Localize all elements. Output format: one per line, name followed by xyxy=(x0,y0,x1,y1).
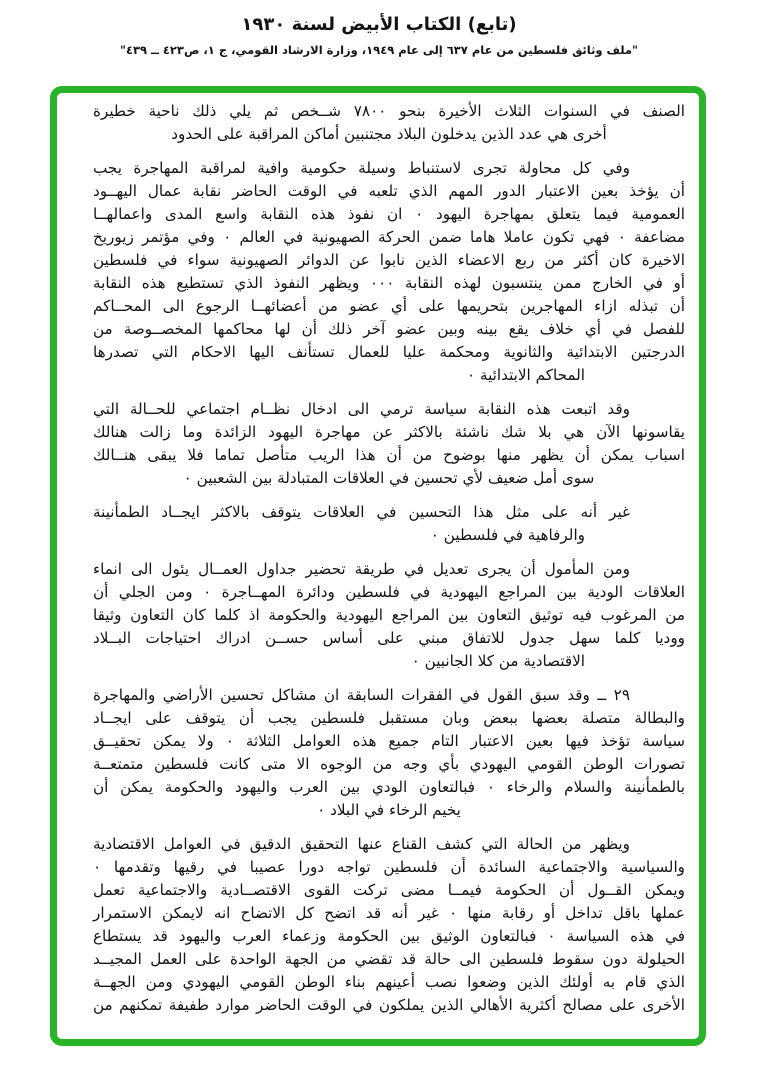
text-line: العمومية فيما يتعلق بمهاجرة اليهود ٠ ان نفوذ هذه النقابة واسع المدى واعمالهــا xyxy=(93,205,686,223)
text-line: يقاسونها الآن هي بلا شك ناشئة بالاكثر عن مهاجرة اليهود الزائدة وما زالت هنالك xyxy=(93,423,685,441)
text-line: عملها باقل تداخل أو رقابة منها ٠ غير أنه قد اتضح كل الاتضاح انه لايمكن الاستمرار xyxy=(93,904,685,922)
text-line: الاقتصادية من كلا الجانبين ٠ xyxy=(411,652,585,670)
text-line: سوى أمل ضعيف لأي تحسين في العلاقات المتبادلة بين الشعبين ٠ xyxy=(183,469,595,487)
page-title: (تابع) الكتاب الأبيض لسنة ١٩٣٠ xyxy=(241,14,517,35)
paragraph xyxy=(93,157,685,387)
text-line: ومن المأمول أن يجرى تعديل في طريقة تحضير جداول العمــال يئول الى انماء xyxy=(93,560,630,578)
paragraph xyxy=(93,501,685,547)
text-line: الذي قام به أولئك الذين وضعوا نصب أعينهم بناء الوطن القومي اليهودي ومن الجهــة xyxy=(93,973,685,991)
text-line: يخيم الرخاء في البلاد ٠ xyxy=(317,801,461,819)
text-line: وفي كل محاولة تجرى لاستنباط وسيلة حكومية وافية لمراقبة المهاجرة يجب xyxy=(93,159,630,177)
text-line: الأخرى على مصالح أكثرية الأهالي الذين يملكون في الوقت الحاضر موارد طفيفة تمكنهم من xyxy=(93,996,685,1014)
text-line: والبطالة متصلة بعضها ببعض وبان مستقبل فلسطين يجب أن يتوقف على ايجــاد xyxy=(93,709,685,727)
text-line: والسياسية والاجتماعية السائدة أن فلسطين تواجه دورا عصيبا في رقيها وتقدمها ٠ xyxy=(93,858,685,876)
text-line: الحيلولة دون سقوط فلسطين الى حالة قد تقضي من الجهة الواحدة على العمل المجيــد xyxy=(93,950,685,968)
text-line: ويمكن القــول أن الحكومة فيمــا مضى تركت القوى الاقتصــادية والاجتماعية تعمل xyxy=(93,881,685,899)
paragraph xyxy=(93,684,685,822)
text-line: والرفاهية في فلسطين ٠ xyxy=(430,526,585,544)
text-line: الصنف في السنوات الثلاث الأخيرة بنحو ٧٨٠٠ شــخص ثم يلي ذلك ناحية خطيرة xyxy=(93,102,685,120)
paragraph xyxy=(93,398,685,490)
text-line: للفصل في أي خلاف يقع بينه وبين عضو آخر ذلك أن لها محاكمها المخصــوصة من xyxy=(93,320,685,338)
document-header xyxy=(0,14,758,57)
text-line: من المرغوب فيه توثيق التعاون بين المراجع اليهودية والحكومة اذ كلما كان التعاون وثيقا xyxy=(93,606,685,624)
text-line: العلاقات الودية بين المراجع اليهودية في فلسطين ودائرة المهــاجرة ٠ ومن الجلي أن xyxy=(93,583,685,601)
text-line: مضاعفة ٠ فهي تكون عاملا هاما ضمن الحركة الصهيونية في العالم ٠ وفي مؤتمر زيوريخ xyxy=(93,228,685,246)
text-line: اسباب يمكن أن يظهر منها بوضوح من أن هذا الريب متأصل تماما فلا يبقى هنــالك xyxy=(93,446,685,464)
text-line: الاخيرة كان أكثر من ربع الاعضاء الذين نابوا عن الدوائر الصهيونية سواء في فلسطين xyxy=(93,251,685,269)
text-line: أو في الخارج ممن ينتسبون لهذه النقابة ٠٠٠ ويظهر النفوذ الذي تستطيع هذه النقابة xyxy=(93,274,686,292)
source-citation: "ملف وثائق فلسطين من عام ٦٣٧ إلى عام ١٩٤٩، وزارة الارشاد القومي، ج ١، ص٤٢٣ ــ ٤٣٩" xyxy=(119,43,639,57)
text-line: أن تبذله ازاء المهاجرين بتحريمها على أي عضو من أعضائهــا الرجوع الى المحــاكم xyxy=(93,297,685,315)
text-line: في هذه السياسة ٠ فبالتعاون الوثيق بين الحكومة وزعماء العرب واليهود قد يستطاع xyxy=(93,927,685,945)
text-line: غير أنه على مثل هذا التحسين في العلاقات يتوقف بالاكثر ايجــاد الطمأنينة xyxy=(93,503,630,521)
text-line: ووديا كلما سهل جدول للاتفاق مبني على أساس حســن ادراك احتياجات البــلاد xyxy=(93,629,685,647)
paragraph xyxy=(93,558,685,673)
text-line: تصورات الوطن القومي اليهودي بأي وجه من الوجوه الا متى كانت فلسطين متمتعــة xyxy=(93,755,685,773)
text-line: ٢٩ ــ وقد سبق القول في الفقرات السابقة ان مشاكل تحسين الأراضي والمهاجرة xyxy=(93,686,630,704)
text-line: أن يؤخذ بعين الاعتبار الدور المهم الذي تلعبه في الوقت الحاضر نقابة عمال اليهــود xyxy=(93,182,685,200)
text-line: الدرجتين الابتدائية والثانوية ومحكمة عليا للعمال تستأنف اليها الاحكام التي تصدرها xyxy=(93,343,685,361)
document-body xyxy=(93,100,685,1028)
paragraph xyxy=(93,100,685,146)
text-line: أخرى هي عدد الذين يدخلون البلاد مجتنبين أماكن المراقبة على الحدود xyxy=(171,125,607,143)
text-line: ويظهر من الحالة التي كشف القناع عنها التحقيق الدقيق في العوامل الاقتصادية xyxy=(93,835,630,853)
paragraph xyxy=(93,833,685,1017)
text-line: سياسة تؤخذ فيها بعين الاعتبار التام جميع هذه العوامل الثلاثة ٠ ولا يمكن تحقيــق xyxy=(93,732,685,750)
text-line: المحاكم الابتدائية ٠ xyxy=(466,366,585,384)
text-line: بالطمأنينة والسلام والرخاء ٠ فبالتعاون الودي بين العرب واليهود والحكومة يمكن أن xyxy=(93,778,685,796)
text-line: وقد اتبعت هذه النقابة سياسة ترمي الى ادخال نظــام اجتماعي للحــالة التي xyxy=(93,400,630,418)
